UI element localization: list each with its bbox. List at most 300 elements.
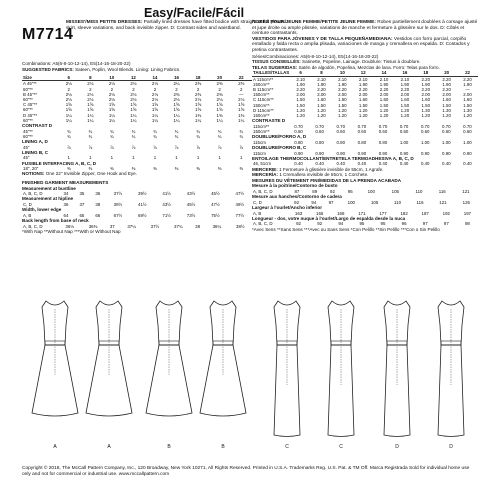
table-cell: 1.50 xyxy=(296,102,305,108)
interfacing-intl-label: ENTOILAGE THERMOCOLLANT/ENTRETELA TERMOADHESIVA A, B, C, D xyxy=(252,155,414,161)
table-cell: 1.50 xyxy=(358,102,368,108)
table-cell: 1.00 xyxy=(463,139,472,145)
table-cell: 1.00 xyxy=(420,139,430,145)
table-cell: 2.00 xyxy=(463,92,472,98)
lining-ad-en-label: LINING A, D xyxy=(22,139,48,145)
table-cell: ¾ xyxy=(66,128,71,134)
table-cell: 97 xyxy=(328,199,334,205)
size-header-cell: 16 xyxy=(394,70,415,76)
row-label: D 115cm** xyxy=(253,107,274,113)
table-cell: 2.20 xyxy=(338,86,347,92)
table-cell: 1 xyxy=(196,155,200,161)
row-label: C, D xyxy=(23,201,32,207)
table-cell: 49½ xyxy=(235,201,245,207)
table-cell: 2⅛ xyxy=(87,81,94,87)
row-label: A, B, C, D xyxy=(253,221,273,227)
table-cell: 2⅛ xyxy=(108,81,115,87)
table-cell: ¾ xyxy=(110,133,114,139)
finished-intl-length-label: Longueur - dos, votre nuque à l'ourlet/Largo de espalda desde la nuca xyxy=(252,215,406,221)
table-cell: 165 xyxy=(316,210,324,216)
size-header-cell: 6 xyxy=(290,70,311,76)
combinations-intl: Séries/Combinaciones: A5(6-8-10-12-14), E5(14-16-18-20-22) xyxy=(252,53,379,59)
table-cell: 2.10 xyxy=(317,76,326,82)
table-cell: 1¼ xyxy=(65,112,72,118)
table-cell: 0.60 xyxy=(315,128,324,134)
table-cell: 36 xyxy=(63,201,69,207)
table-cell: — xyxy=(465,86,470,92)
row-label: 150cm** xyxy=(253,112,270,118)
table-cell: 0.70 xyxy=(315,123,324,129)
mercerie-es-text: 1 Cremallera invisible de 55cm, 1 Corchete. xyxy=(279,172,369,178)
table-cell: 2.20 xyxy=(421,86,431,92)
dress-outline-icon xyxy=(372,295,422,443)
lining-bc-intl-label: DOUBLURE/FORRO B, C xyxy=(252,144,307,150)
table-cell: ⅜ xyxy=(217,166,222,172)
lining-bc-en-label: LINING B, C xyxy=(22,149,49,155)
table-cell: 1¼ xyxy=(87,117,94,123)
finished-en-bust-label: Measurement at bustline xyxy=(22,185,76,191)
table-cell: 0.90 xyxy=(294,150,303,156)
table-cell: 2 xyxy=(239,86,243,92)
table-cell: 197 xyxy=(463,210,472,216)
row-label: D 45"** xyxy=(23,112,38,118)
table-cell: 2 xyxy=(110,86,114,92)
yardage-table-en xyxy=(22,75,252,123)
table-cell: 95 xyxy=(359,221,365,227)
table-cell: 2 xyxy=(89,86,92,92)
table-cell: 1 xyxy=(175,155,178,161)
table-cell: 2⅜ xyxy=(173,91,180,97)
table-cell: ¾ xyxy=(110,128,114,134)
table-cell: 1.60 xyxy=(400,97,410,103)
table-cell: 2.20 xyxy=(379,86,389,92)
notions-en-label: NOTIONS: xyxy=(22,171,45,177)
row-label: A, B, C, D xyxy=(23,223,43,229)
table-cell: 0.90 xyxy=(315,150,324,156)
table-cell: 1.60 xyxy=(317,97,326,103)
table-cell: 97 xyxy=(443,221,449,227)
table-cell: ¾ xyxy=(217,128,222,134)
english-details xyxy=(22,61,252,234)
table-cell: 36⅛ xyxy=(65,223,74,229)
yardage-table-intl xyxy=(252,70,478,118)
table-cell: 94 xyxy=(311,199,317,205)
table-cell: 97 xyxy=(422,221,428,227)
dress-outline-icon xyxy=(316,295,366,443)
row-label: 150cm** xyxy=(253,92,270,98)
pattern-number: M7714 xyxy=(22,26,74,43)
table-cell: 100 xyxy=(347,199,355,205)
table-cell: 0.90 xyxy=(463,150,472,156)
dress-outline-icon xyxy=(30,295,80,443)
dress-sketch xyxy=(198,295,248,450)
description-es-title: VESTIDOS PARA JÓVENES Y DE TALLA PEQUEÑAMEDIANA: xyxy=(252,36,393,42)
table-cell: 94 xyxy=(338,221,344,227)
table-cell: ⅜ xyxy=(196,166,200,172)
table-cell: 0.80 xyxy=(294,139,303,145)
table-cell: 2.10 xyxy=(358,76,368,82)
row-label: 115cm xyxy=(253,150,266,156)
view-label: B xyxy=(167,444,171,450)
table-cell: 0.40 xyxy=(378,161,388,167)
table-cell: ¾ xyxy=(153,128,157,134)
size-header-cell: 10 xyxy=(101,75,123,81)
fabrics-en-text: Sateen, Poplin, Wool Blends. Lining: Lining Fabrics. xyxy=(75,66,181,72)
table-cell: 69½ xyxy=(138,212,147,218)
description-en-text: Partially lined dresses have fitted bodice with straight or full pleated skirt, sleeve variations, and back invisible zipper. D: Contrast sides and waistband. xyxy=(66,20,287,31)
table-cell: 1.50 xyxy=(338,102,347,108)
table-cell: 0.40 xyxy=(420,161,430,167)
table-cell: 1.20 xyxy=(463,112,472,118)
table-cell: 1.60 xyxy=(421,97,431,103)
table-cell: 1.60 xyxy=(379,97,389,103)
table-cell: 43½ xyxy=(186,191,196,197)
finished-en-length-label: Back length from base of neck xyxy=(22,217,89,223)
table-cell: 0.90 xyxy=(420,150,430,156)
table-cell: 73½ xyxy=(186,212,196,218)
table-cell: 1.20 xyxy=(358,112,368,118)
row-label: 45"** xyxy=(23,128,33,134)
table-cell: 34 xyxy=(63,191,69,197)
table-cell: 45½ xyxy=(186,201,196,207)
table-cell: 2.20 xyxy=(400,86,410,92)
size-header-cell: 16 xyxy=(166,75,188,81)
table-cell: 1¼ xyxy=(108,117,115,123)
table-cell: 1¼ xyxy=(65,117,72,123)
table-cell: 0.60 xyxy=(378,128,388,134)
row-label: A, B xyxy=(23,212,32,218)
size-header-cell: 22 xyxy=(457,70,478,76)
table-cell: 126 xyxy=(462,199,470,205)
row-label: 60"** xyxy=(23,86,33,92)
table-cell: 116 xyxy=(416,199,424,205)
size-header-cell: 20 xyxy=(209,75,231,81)
table-cell: 1.50 xyxy=(442,102,451,108)
table-cell: 0.40 xyxy=(463,161,472,167)
table-cell: ¾ xyxy=(88,128,93,134)
table-cell: ⅞ xyxy=(217,144,222,150)
table-cell: 0.80 xyxy=(336,139,346,145)
table-cell: 2⅛ xyxy=(87,91,94,97)
easy-label: Easy/Facile/Fácil xyxy=(144,6,245,20)
table-cell: 2⅜ xyxy=(195,81,202,87)
dress-outline-icon xyxy=(144,295,194,443)
table-cell: 37½ xyxy=(150,223,160,229)
table-cell: 2.10 xyxy=(296,76,305,82)
table-cell: ¾ xyxy=(66,133,71,139)
table-cell: 105 xyxy=(391,188,399,194)
table-cell: 2⅛ xyxy=(108,97,115,102)
skirt-outline xyxy=(200,345,246,416)
table-cell: 38¼ xyxy=(212,223,222,229)
table-cell: 71½ xyxy=(162,212,171,218)
table-cell: 1⅝ xyxy=(151,107,159,113)
size-header-cell: 8 xyxy=(311,70,332,76)
table-cell: 1.00 xyxy=(399,139,409,145)
table-cell: 2⅛ xyxy=(87,97,94,102)
table-cell: — xyxy=(238,91,244,97)
table-cell: 2.00 xyxy=(400,92,410,98)
table-cell: 1⅝ xyxy=(216,107,223,113)
table-cell: 1⅝ xyxy=(130,107,137,113)
table-cell: 39½ xyxy=(138,191,147,197)
table-cell: ⅜ xyxy=(239,166,244,172)
row-label: 18", 20" xyxy=(23,166,39,172)
table-cell: 2 xyxy=(153,86,157,92)
table-cell: 1.90 xyxy=(442,81,451,87)
table-cell: ⅞ xyxy=(196,144,200,150)
mercerie-fr-text: 1 Fermeture à glissière invisible de 55cm, 1 Agrafe. xyxy=(279,166,384,172)
mercerie-es-label: MERCERÍA: xyxy=(252,172,279,178)
description-fr-text: Robes partiellement doublées à corsage ajusté et jupe droite ou ample plissée, variations de manche et fermeture à glissière sur le dos. D: Côtés et ceinture contrastants. xyxy=(252,20,478,37)
table-cell: 2⅛ xyxy=(195,97,202,102)
skirt-outline xyxy=(328,345,354,437)
table-cell: 47½ xyxy=(235,191,245,197)
row-label: C, D xyxy=(253,199,262,205)
table-cell: 0.60 xyxy=(294,128,303,134)
table-cell: 37¾ xyxy=(174,223,183,229)
table-cell: 0.70 xyxy=(463,123,472,129)
table-cell: 1.60 xyxy=(358,97,368,103)
table-cell: 0.40 xyxy=(357,161,367,167)
table-cell: 177 xyxy=(379,210,387,216)
table-cell: 1⅝ xyxy=(151,102,159,108)
table-cell: ⅜ xyxy=(66,166,71,172)
table-cell: 0.80 xyxy=(315,139,324,145)
table-cell: 0.90 xyxy=(336,150,346,156)
footer-copyright: Copyright © 2018, The McCall Pattern Company, Inc., 120 Broadway, New York 10271, All Rights Reserved. Printed in U.S.A. Trademarks Reg. U.S. Pat. & TM Off. Marca Registrada Sold for individual home use only and not for commercial or industrial use. www.mccallpattern.com xyxy=(22,466,470,477)
table-cell: 77½ xyxy=(235,212,245,218)
table-cell: 2.00 xyxy=(317,92,326,98)
table-cell: 36 xyxy=(95,191,101,197)
table-cell: 110 xyxy=(394,199,402,205)
table-cell: 0.70 xyxy=(378,123,388,129)
dress-sketch xyxy=(372,295,422,450)
table-cell: 1⅝ xyxy=(238,107,245,113)
table-cell: ⅞ xyxy=(239,144,244,150)
table-cell: 1⅝ xyxy=(216,102,223,108)
table-cell: 121 xyxy=(462,188,470,194)
table-cell: 1.50 xyxy=(317,102,326,108)
table-cell: 37 xyxy=(79,201,85,207)
dress-outline-icon xyxy=(426,295,476,443)
table-cell: 1.90 xyxy=(400,81,410,87)
dress-outline-icon xyxy=(84,295,134,443)
table-cell: 37½ xyxy=(113,191,123,197)
view-label: C xyxy=(339,444,343,450)
fabrics-es-label: TELAS SUGERIDAS: xyxy=(252,64,298,70)
table-cell: 2.10 xyxy=(400,76,410,82)
table-cell: 0.40 xyxy=(315,161,324,167)
table-cell: 1⅝ xyxy=(65,107,72,113)
dress-sketch xyxy=(84,295,134,450)
table-cell: 0.90 xyxy=(442,150,451,156)
view-label: D xyxy=(449,444,453,450)
table-cell: 1.20 xyxy=(400,107,410,113)
row-label: 150cm** xyxy=(253,128,270,134)
table-cell: 2.10 xyxy=(338,76,347,82)
description-es xyxy=(252,37,478,54)
size-header-row xyxy=(252,70,478,76)
table-cell: 2.00 xyxy=(421,92,431,98)
table-cell: 2.20 xyxy=(442,86,451,92)
table-cell: 75½ xyxy=(211,212,220,218)
table-cell: ¾ xyxy=(153,133,157,139)
table-cell: 0.60 xyxy=(463,128,472,134)
finished-en-note: *With Nap **Without Nap ***With or Without Nap xyxy=(22,228,121,234)
row-label: 60"** xyxy=(23,97,33,102)
table-cell: 95 xyxy=(347,188,353,194)
table-cell: 110 xyxy=(415,188,423,194)
fabrics-es-text: Satén de algodón, Popelina, Mezclas de lana. Forro: Telas para forro. xyxy=(298,64,440,70)
table-cell: 1.90 xyxy=(358,81,368,87)
table-cell: 1¼ xyxy=(216,117,223,123)
finished-intl-bust-label: Mesure à la poitrine/Contorno de busto xyxy=(252,183,338,189)
table-cell: 1¼ xyxy=(87,112,94,118)
table-cell: 1⅝ xyxy=(87,107,94,113)
table-cell: ¾ xyxy=(196,133,200,139)
table-cell: 1⅝ xyxy=(130,102,137,108)
table-cell: 2⅛ xyxy=(151,81,159,87)
table-cell: 100 xyxy=(367,188,375,194)
table-cell: 1.20 xyxy=(442,112,451,118)
table-cell: 1¼ xyxy=(195,117,202,123)
table-cell: 2 xyxy=(218,86,221,92)
table-cell: ¾ xyxy=(239,128,244,134)
skirt-outline xyxy=(86,345,132,416)
table-cell: 1⅝ xyxy=(108,107,115,113)
table-cell: ¾ xyxy=(131,128,136,134)
table-cell: 1¼ xyxy=(238,117,245,123)
table-cell: 168 xyxy=(337,210,345,216)
table-cell: 1⅝ xyxy=(87,102,94,108)
dress-outline-icon xyxy=(198,295,248,443)
table-cell: 1.20 xyxy=(317,112,326,118)
table-cell: 1 xyxy=(67,155,70,161)
row-label: 60"** xyxy=(23,107,33,113)
table-cell: 43½ xyxy=(162,201,171,207)
skirt-outline xyxy=(146,345,192,416)
table-cell: 1.20 xyxy=(421,112,431,118)
table-cell: 0.70 xyxy=(420,123,430,129)
table-cell: 0.70 xyxy=(399,123,409,129)
table-cell: 171 xyxy=(358,210,366,216)
table-cell: 0.40 xyxy=(442,161,451,167)
skirt-outline xyxy=(32,345,78,416)
table-cell: 38 xyxy=(95,201,101,207)
table-cell: 182 xyxy=(400,210,408,216)
table-cell: 1.20 xyxy=(400,112,410,118)
finished-intl-note: *Avec Sens **Sans Sens ***Avec ou Sans Sens *Con Pelillo **Sin Pelillo ***Con o Sin Pelillo xyxy=(252,226,440,232)
table-cell: 89 xyxy=(312,188,318,194)
table-cell: 116 xyxy=(438,188,446,194)
table-cell: 1.90 xyxy=(421,81,431,87)
table-cell: 1⅝ xyxy=(195,102,202,108)
table-cell: 2⅜ xyxy=(195,91,202,97)
table-cell: 2⅜ xyxy=(238,81,245,87)
table-cell: 0.60 xyxy=(357,128,367,134)
table-cell: 2.00 xyxy=(338,92,347,98)
table-cell: 1⅜ xyxy=(216,112,223,118)
description-es-text: Vestidos con forro parcial, corpiño entallado y falda recta o amplia plisada, variaciones de manga y cremallera en espalda. D: Costados y pretina contrastantes. xyxy=(252,36,470,53)
table-cell: 121 xyxy=(439,199,447,205)
table-cell: 87 xyxy=(294,188,300,194)
table-cell: 0.60 xyxy=(442,128,451,134)
table-cell: ¾ xyxy=(88,133,93,139)
row-label: A 45"** xyxy=(23,81,37,87)
dress-sketch xyxy=(30,295,80,450)
table-cell: 1.20 xyxy=(379,107,389,113)
table-cell: 1.60 xyxy=(463,97,472,103)
row-label: B 115cm** xyxy=(253,86,274,92)
table-cell: 38½ xyxy=(236,223,245,229)
view-label: A xyxy=(107,444,111,450)
finished-en-hip-label: Measurement at hipline xyxy=(22,196,74,202)
row-label: 45" xyxy=(23,155,30,161)
table-cell: 1.50 xyxy=(400,102,410,108)
table-cell: 0.70 xyxy=(294,123,303,129)
table-cell: 35 xyxy=(79,191,85,197)
table-cell: 0.60 xyxy=(336,128,346,134)
table-cell: 1¼ xyxy=(173,117,180,123)
table-cell: 1.60 xyxy=(338,97,347,103)
table-cell: 192 xyxy=(442,210,450,216)
table-cell: 2⅛ xyxy=(130,91,137,97)
table-cell: ¾ xyxy=(239,133,244,139)
table-cell: ⅞ xyxy=(131,144,136,150)
table-cell: ⅞ xyxy=(110,144,114,150)
view-label: D xyxy=(395,444,399,450)
table-cell: 0.40 xyxy=(336,161,346,167)
table-cell: 0.60 xyxy=(420,128,430,134)
description-fr xyxy=(252,20,478,37)
table-cell: 0.90 xyxy=(378,150,388,156)
table-cell: 1.20 xyxy=(358,107,368,113)
table-cell: ¾ xyxy=(174,128,179,134)
table-cell: 1⅜ xyxy=(238,112,245,118)
skirt-outline xyxy=(274,345,300,437)
table-cell: 2 xyxy=(67,86,70,92)
table-cell: ⅜ xyxy=(174,166,179,172)
table-cell: 1.20 xyxy=(379,112,389,118)
table-cell: 1.20 xyxy=(296,107,305,113)
table-cell: 1.30 xyxy=(442,107,451,113)
size-header-cell: 14 xyxy=(144,75,166,81)
table-cell: 38 xyxy=(195,223,201,229)
row-label: 60"** xyxy=(23,133,33,139)
table-cell: 92 xyxy=(317,221,323,227)
table-cell: ⅞ xyxy=(88,144,93,150)
dress-sketch xyxy=(316,295,366,450)
size-header-cell: 20 xyxy=(436,70,457,76)
size-header-cell: 12 xyxy=(353,70,374,76)
size-header-cell: 18 xyxy=(187,75,209,81)
table-cell: 2 xyxy=(196,86,200,92)
table-cell: 1⅝ xyxy=(108,102,115,108)
row-label: 45" xyxy=(23,144,30,150)
table-cell: 1.20 xyxy=(317,107,326,113)
table-cell: 36⅜ xyxy=(88,223,98,229)
size-header-cell: 10 xyxy=(332,70,353,76)
table-cell: 37 xyxy=(109,223,115,229)
table-cell: 0.70 xyxy=(442,123,451,129)
table-cell: ¾ xyxy=(217,133,222,139)
size-header-cell: 6 xyxy=(58,75,80,81)
size-header-cell: 18 xyxy=(415,70,436,76)
row-label: 115cm xyxy=(253,139,266,145)
table-cell: 2⅛ xyxy=(238,97,245,102)
table-cell: ⅞ xyxy=(174,144,179,150)
